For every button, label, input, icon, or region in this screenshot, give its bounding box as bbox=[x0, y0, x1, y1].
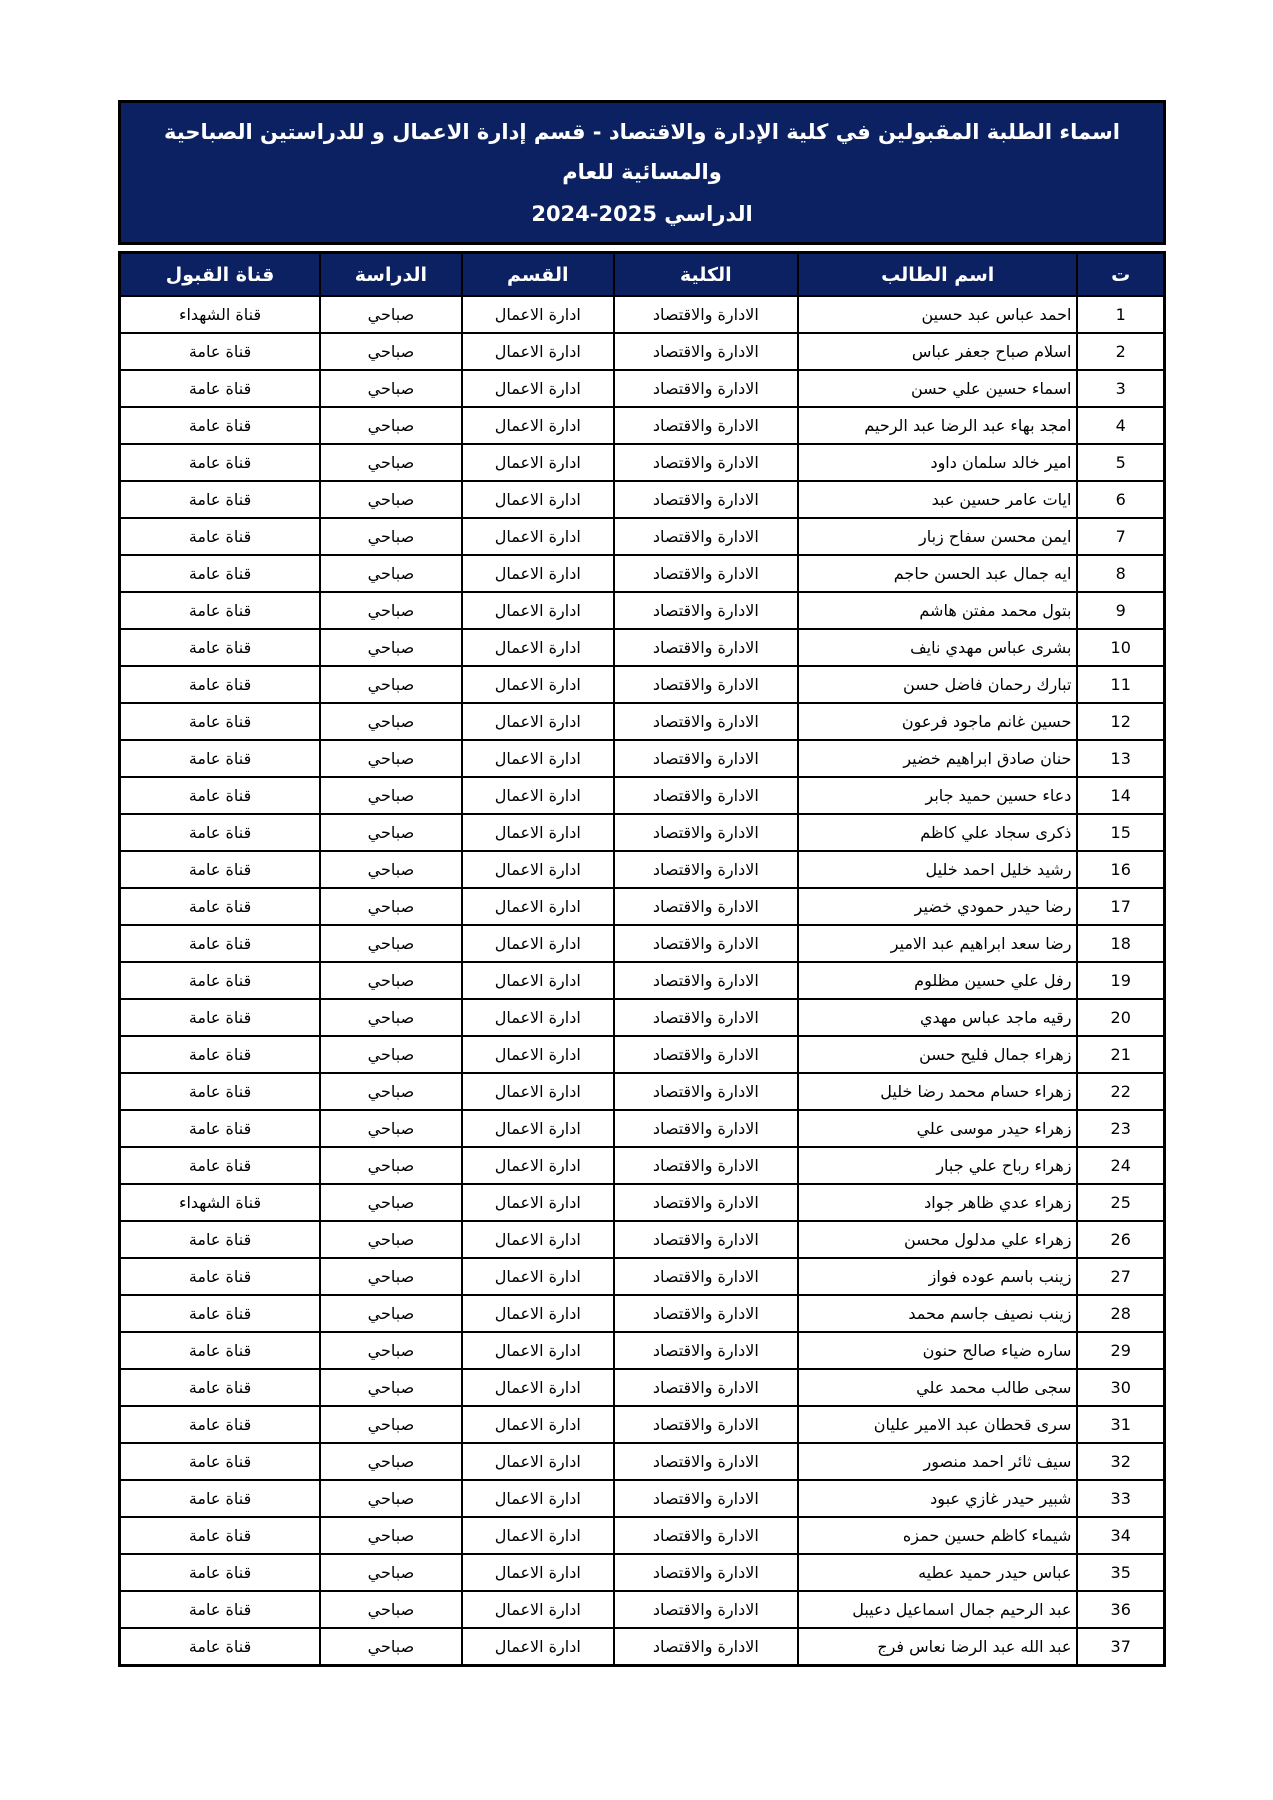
cell-index: 16 bbox=[1077, 851, 1164, 888]
cell-study: صباحي bbox=[320, 925, 462, 962]
cell-college: الادارة والاقتصاد bbox=[614, 925, 798, 962]
cell-study: صباحي bbox=[320, 1517, 462, 1554]
cell-study: صباحي bbox=[320, 1554, 462, 1591]
cell-college: الادارة والاقتصاد bbox=[614, 703, 798, 740]
cell-channel: قناة عامة bbox=[120, 1480, 321, 1517]
cell-index: 32 bbox=[1077, 1443, 1164, 1480]
cell-college: الادارة والاقتصاد bbox=[614, 592, 798, 629]
cell-channel: قناة عامة bbox=[120, 1110, 321, 1147]
cell-channel: قناة عامة bbox=[120, 1517, 321, 1554]
cell-college: الادارة والاقتصاد bbox=[614, 1110, 798, 1147]
cell-study: صباحي bbox=[320, 407, 462, 444]
cell-name: رشيد خليل احمد خليل bbox=[798, 851, 1077, 888]
cell-department: ادارة الاعمال bbox=[462, 962, 614, 999]
cell-college: الادارة والاقتصاد bbox=[614, 1073, 798, 1110]
cell-channel: قناة عامة bbox=[120, 370, 321, 407]
cell-study: صباحي bbox=[320, 1036, 462, 1073]
cell-study: صباحي bbox=[320, 777, 462, 814]
cell-channel: قناة عامة bbox=[120, 740, 321, 777]
cell-index: 33 bbox=[1077, 1480, 1164, 1517]
cell-study: صباحي bbox=[320, 629, 462, 666]
cell-study: صباحي bbox=[320, 1443, 462, 1480]
cell-channel: قناة عامة bbox=[120, 1073, 321, 1110]
table-row bbox=[120, 814, 1165, 851]
cell-study: صباحي bbox=[320, 333, 462, 370]
cell-index: 3 bbox=[1077, 370, 1164, 407]
cell-study: صباحي bbox=[320, 814, 462, 851]
cell-department: ادارة الاعمال bbox=[462, 1443, 614, 1480]
cell-channel: قناة عامة bbox=[120, 1554, 321, 1591]
cell-study: صباحي bbox=[320, 1110, 462, 1147]
cell-index: 14 bbox=[1077, 777, 1164, 814]
cell-name: دعاء حسين حميد جابر bbox=[798, 777, 1077, 814]
cell-study: صباحي bbox=[320, 555, 462, 592]
cell-index: 13 bbox=[1077, 740, 1164, 777]
cell-index: 22 bbox=[1077, 1073, 1164, 1110]
cell-index: 31 bbox=[1077, 1406, 1164, 1443]
cell-channel: قناة عامة bbox=[120, 925, 321, 962]
cell-index: 20 bbox=[1077, 999, 1164, 1036]
cell-channel: قناة عامة bbox=[120, 555, 321, 592]
cell-name: زهراء حسام محمد رضا خليل bbox=[798, 1073, 1077, 1110]
cell-study: صباحي bbox=[320, 666, 462, 703]
cell-college: الادارة والاقتصاد bbox=[614, 888, 798, 925]
cell-study: صباحي bbox=[320, 592, 462, 629]
cell-channel: قناة عامة bbox=[120, 1369, 321, 1406]
cell-college: الادارة والاقتصاد bbox=[614, 1517, 798, 1554]
cell-department: ادارة الاعمال bbox=[462, 1517, 614, 1554]
cell-department: ادارة الاعمال bbox=[462, 703, 614, 740]
cell-name: حسين غانم ماجود فرعون bbox=[798, 703, 1077, 740]
table-row bbox=[120, 555, 1165, 592]
cell-name: زهراء رباح علي جبار bbox=[798, 1147, 1077, 1184]
cell-channel: قناة عامة bbox=[120, 1406, 321, 1443]
cell-channel: قناة عامة bbox=[120, 777, 321, 814]
cell-index: 11 bbox=[1077, 666, 1164, 703]
cell-name: رقيه ماجد عباس مهدي bbox=[798, 999, 1077, 1036]
cell-channel: قناة عامة bbox=[120, 1258, 321, 1295]
cell-department: ادارة الاعمال bbox=[462, 1036, 614, 1073]
table-title bbox=[118, 100, 1166, 245]
cell-study: صباحي bbox=[320, 1073, 462, 1110]
cell-name: بتول محمد مفتن هاشم bbox=[798, 592, 1077, 629]
table-row bbox=[120, 999, 1165, 1036]
cell-department: ادارة الاعمال bbox=[462, 444, 614, 481]
cell-college: الادارة والاقتصاد bbox=[614, 370, 798, 407]
cell-name: ساره ضياء صالح حنون bbox=[798, 1332, 1077, 1369]
cell-channel: قناة عامة bbox=[120, 1443, 321, 1480]
cell-index: 30 bbox=[1077, 1369, 1164, 1406]
cell-department: ادارة الاعمال bbox=[462, 777, 614, 814]
cell-study: صباحي bbox=[320, 1221, 462, 1258]
cell-department: ادارة الاعمال bbox=[462, 629, 614, 666]
cell-department: ادارة الاعمال bbox=[462, 407, 614, 444]
table-row bbox=[120, 629, 1165, 666]
cell-channel: قناة عامة bbox=[120, 444, 321, 481]
cell-department: ادارة الاعمال bbox=[462, 1147, 614, 1184]
cell-study: صباحي bbox=[320, 888, 462, 925]
table-row bbox=[120, 703, 1165, 740]
table-row bbox=[120, 1332, 1165, 1369]
cell-college: الادارة والاقتصاد bbox=[614, 814, 798, 851]
title-line-2: الدراسي 2025-2024 bbox=[531, 201, 753, 226]
cell-study: صباحي bbox=[320, 370, 462, 407]
table-row bbox=[120, 888, 1165, 925]
cell-study: صباحي bbox=[320, 1480, 462, 1517]
cell-college: الادارة والاقتصاد bbox=[614, 851, 798, 888]
cell-name: عبد الله عبد الرضا نعاس فرج bbox=[798, 1628, 1077, 1666]
cell-name: رفل علي حسين مظلوم bbox=[798, 962, 1077, 999]
cell-college: الادارة والاقتصاد bbox=[614, 1554, 798, 1591]
table-row bbox=[120, 1258, 1165, 1295]
cell-name: زينب نصيف جاسم محمد bbox=[798, 1295, 1077, 1332]
cell-college: الادارة والاقتصاد bbox=[614, 666, 798, 703]
cell-department: ادارة الاعمال bbox=[462, 888, 614, 925]
cell-college: الادارة والاقتصاد bbox=[614, 481, 798, 518]
cell-department: ادارة الاعمال bbox=[462, 1591, 614, 1628]
cell-college: الادارة والاقتصاد bbox=[614, 333, 798, 370]
header-row bbox=[120, 253, 1165, 297]
cell-department: ادارة الاعمال bbox=[462, 1554, 614, 1591]
table-row bbox=[120, 333, 1165, 370]
cell-department: ادارة الاعمال bbox=[462, 370, 614, 407]
table-row bbox=[120, 1554, 1165, 1591]
cell-name: رضا سعد ابراهيم عبد الامير bbox=[798, 925, 1077, 962]
cell-college: الادارة والاقتصاد bbox=[614, 1295, 798, 1332]
cell-channel: قناة عامة bbox=[120, 333, 321, 370]
header-college: الكلية bbox=[614, 253, 798, 297]
cell-channel: قناة عامة bbox=[120, 1332, 321, 1369]
table-row bbox=[120, 1369, 1165, 1406]
cell-index: 17 bbox=[1077, 888, 1164, 925]
cell-study: صباحي bbox=[320, 999, 462, 1036]
cell-department: ادارة الاعمال bbox=[462, 1221, 614, 1258]
cell-name: ايات عامر حسين عبد bbox=[798, 481, 1077, 518]
cell-name: حنان صادق ابراهيم خضير bbox=[798, 740, 1077, 777]
table-row bbox=[120, 851, 1165, 888]
cell-channel: قناة عامة bbox=[120, 592, 321, 629]
cell-college: الادارة والاقتصاد bbox=[614, 1036, 798, 1073]
cell-study: صباحي bbox=[320, 703, 462, 740]
cell-index: 15 bbox=[1077, 814, 1164, 851]
cell-department: ادارة الاعمال bbox=[462, 1073, 614, 1110]
cell-college: الادارة والاقتصاد bbox=[614, 444, 798, 481]
cell-channel: قناة عامة bbox=[120, 851, 321, 888]
cell-name: سجى طالب محمد علي bbox=[798, 1369, 1077, 1406]
cell-index: 5 bbox=[1077, 444, 1164, 481]
table-row bbox=[120, 1591, 1165, 1628]
cell-college: الادارة والاقتصاد bbox=[614, 1332, 798, 1369]
cell-channel: قناة عامة bbox=[120, 888, 321, 925]
title-line-1: اسماء الطلبة المقبولين في كلية الإدارة والاقتصاد - قسم إدارة الاعمال و للدراستين الصباحية والمسائية للعام bbox=[164, 119, 1120, 184]
cell-college: الادارة والاقتصاد bbox=[614, 1480, 798, 1517]
cell-college: الادارة والاقتصاد bbox=[614, 1628, 798, 1666]
cell-college: الادارة والاقتصاد bbox=[614, 1591, 798, 1628]
cell-study: صباحي bbox=[320, 740, 462, 777]
cell-index: 12 bbox=[1077, 703, 1164, 740]
cell-index: 35 bbox=[1077, 1554, 1164, 1591]
cell-department: ادارة الاعمال bbox=[462, 814, 614, 851]
cell-channel: قناة عامة bbox=[120, 1295, 321, 1332]
cell-department: ادارة الاعمال bbox=[462, 555, 614, 592]
cell-study: صباحي bbox=[320, 1591, 462, 1628]
cell-college: الادارة والاقتصاد bbox=[614, 1184, 798, 1221]
cell-department: ادارة الاعمال bbox=[462, 592, 614, 629]
cell-name: زهراء علي مدلول محسن bbox=[798, 1221, 1077, 1258]
cell-channel: قناة عامة bbox=[120, 703, 321, 740]
cell-college: الادارة والاقتصاد bbox=[614, 999, 798, 1036]
table-row bbox=[120, 444, 1165, 481]
cell-name: زهراء جمال فليح حسن bbox=[798, 1036, 1077, 1073]
cell-college: الادارة والاقتصاد bbox=[614, 777, 798, 814]
cell-college: الادارة والاقتصاد bbox=[614, 1406, 798, 1443]
table-row bbox=[120, 1110, 1165, 1147]
cell-college: الادارة والاقتصاد bbox=[614, 407, 798, 444]
cell-name: زهراء حيدر موسى علي bbox=[798, 1110, 1077, 1147]
cell-study: صباحي bbox=[320, 962, 462, 999]
header-index: ت bbox=[1077, 253, 1164, 297]
cell-channel: قناة عامة bbox=[120, 629, 321, 666]
cell-channel: قناة عامة bbox=[120, 1221, 321, 1258]
table-row bbox=[120, 518, 1165, 555]
cell-name: اسماء حسين علي حسن bbox=[798, 370, 1077, 407]
cell-college: الادارة والاقتصاد bbox=[614, 518, 798, 555]
cell-channel: قناة عامة bbox=[120, 962, 321, 999]
cell-name: تبارك رحمان فاضل حسن bbox=[798, 666, 1077, 703]
cell-study: صباحي bbox=[320, 1332, 462, 1369]
table-row bbox=[120, 370, 1165, 407]
cell-index: 8 bbox=[1077, 555, 1164, 592]
cell-index: 2 bbox=[1077, 333, 1164, 370]
cell-college: الادارة والاقتصاد bbox=[614, 629, 798, 666]
cell-study: صباحي bbox=[320, 1628, 462, 1666]
table-row bbox=[120, 666, 1165, 703]
cell-study: صباحي bbox=[320, 1406, 462, 1443]
table-row bbox=[120, 1443, 1165, 1480]
table-row bbox=[120, 1480, 1165, 1517]
table-row bbox=[120, 1036, 1165, 1073]
cell-index: 24 bbox=[1077, 1147, 1164, 1184]
cell-index: 9 bbox=[1077, 592, 1164, 629]
cell-channel: قناة الشهداء bbox=[120, 296, 321, 333]
cell-name: عبد الرحيم جمال اسماعيل دعيبل bbox=[798, 1591, 1077, 1628]
cell-index: 23 bbox=[1077, 1110, 1164, 1147]
cell-index: 6 bbox=[1077, 481, 1164, 518]
cell-name: زهراء عدي ظاهر جواد bbox=[798, 1184, 1077, 1221]
cell-study: صباحي bbox=[320, 1295, 462, 1332]
table-row bbox=[120, 481, 1165, 518]
table-row bbox=[120, 1147, 1165, 1184]
table-row bbox=[120, 1517, 1165, 1554]
cell-department: ادارة الاعمال bbox=[462, 296, 614, 333]
cell-index: 27 bbox=[1077, 1258, 1164, 1295]
cell-name: امجد بهاء عبد الرضا عبد الرحيم bbox=[798, 407, 1077, 444]
cell-channel: قناة الشهداء bbox=[120, 1184, 321, 1221]
cell-study: صباحي bbox=[320, 296, 462, 333]
cell-department: ادارة الاعمال bbox=[462, 1406, 614, 1443]
cell-college: الادارة والاقتصاد bbox=[614, 296, 798, 333]
table-row bbox=[120, 1221, 1165, 1258]
table-row bbox=[120, 1406, 1165, 1443]
table-row bbox=[120, 1295, 1165, 1332]
table-header bbox=[120, 253, 1165, 297]
cell-study: صباحي bbox=[320, 518, 462, 555]
cell-college: الادارة والاقتصاد bbox=[614, 1258, 798, 1295]
cell-study: صباحي bbox=[320, 1147, 462, 1184]
table-row bbox=[120, 925, 1165, 962]
cell-department: ادارة الاعمال bbox=[462, 925, 614, 962]
cell-college: الادارة والاقتصاد bbox=[614, 962, 798, 999]
cell-college: الادارة والاقتصاد bbox=[614, 740, 798, 777]
cell-department: ادارة الاعمال bbox=[462, 1480, 614, 1517]
cell-department: ادارة الاعمال bbox=[462, 1332, 614, 1369]
cell-study: صباحي bbox=[320, 481, 462, 518]
cell-index: 25 bbox=[1077, 1184, 1164, 1221]
cell-department: ادارة الاعمال bbox=[462, 1628, 614, 1666]
cell-name: سيف ثائر احمد منصور bbox=[798, 1443, 1077, 1480]
cell-channel: قناة عامة bbox=[120, 481, 321, 518]
cell-channel: قناة عامة bbox=[120, 1628, 321, 1666]
cell-name: شبير حيدر غازي عبود bbox=[798, 1480, 1077, 1517]
cell-college: الادارة والاقتصاد bbox=[614, 1221, 798, 1258]
table-row bbox=[120, 1184, 1165, 1221]
table-row bbox=[120, 740, 1165, 777]
cell-department: ادارة الاعمال bbox=[462, 1110, 614, 1147]
header-channel: قناة القبول bbox=[120, 253, 321, 297]
table-row bbox=[120, 407, 1165, 444]
cell-department: ادارة الاعمال bbox=[462, 740, 614, 777]
header-department: القسم bbox=[462, 253, 614, 297]
cell-index: 4 bbox=[1077, 407, 1164, 444]
cell-index: 10 bbox=[1077, 629, 1164, 666]
cell-department: ادارة الاعمال bbox=[462, 518, 614, 555]
table-row bbox=[120, 1073, 1165, 1110]
cell-index: 26 bbox=[1077, 1221, 1164, 1258]
students-table bbox=[118, 251, 1166, 1667]
cell-index: 18 bbox=[1077, 925, 1164, 962]
cell-college: الادارة والاقتصاد bbox=[614, 555, 798, 592]
cell-name: رضا حيدر حمودي خضير bbox=[798, 888, 1077, 925]
cell-index: 36 bbox=[1077, 1591, 1164, 1628]
cell-channel: قناة عامة bbox=[120, 1591, 321, 1628]
table-body bbox=[120, 296, 1165, 1666]
cell-department: ادارة الاعمال bbox=[462, 481, 614, 518]
cell-study: صباحي bbox=[320, 1184, 462, 1221]
cell-department: ادارة الاعمال bbox=[462, 851, 614, 888]
cell-study: صباحي bbox=[320, 851, 462, 888]
cell-name: زينب باسم عوده فواز bbox=[798, 1258, 1077, 1295]
cell-department: ادارة الاعمال bbox=[462, 333, 614, 370]
cell-college: الادارة والاقتصاد bbox=[614, 1369, 798, 1406]
cell-channel: قناة عامة bbox=[120, 1036, 321, 1073]
cell-name: ايمن محسن سفاح زبار bbox=[798, 518, 1077, 555]
cell-college: الادارة والاقتصاد bbox=[614, 1443, 798, 1480]
cell-channel: قناة عامة bbox=[120, 999, 321, 1036]
cell-index: 1 bbox=[1077, 296, 1164, 333]
cell-department: ادارة الاعمال bbox=[462, 1184, 614, 1221]
cell-name: بشرى عباس مهدي نايف bbox=[798, 629, 1077, 666]
cell-index: 7 bbox=[1077, 518, 1164, 555]
cell-index: 34 bbox=[1077, 1517, 1164, 1554]
cell-department: ادارة الاعمال bbox=[462, 999, 614, 1036]
header-study: الدراسة bbox=[320, 253, 462, 297]
cell-name: عباس حيدر حميد عطيه bbox=[798, 1554, 1077, 1591]
cell-channel: قناة عامة bbox=[120, 407, 321, 444]
cell-department: ادارة الاعمال bbox=[462, 1369, 614, 1406]
cell-index: 19 bbox=[1077, 962, 1164, 999]
cell-index: 37 bbox=[1077, 1628, 1164, 1666]
header-name: اسم الطالب bbox=[798, 253, 1077, 297]
table-row bbox=[120, 777, 1165, 814]
cell-name: احمد عباس عبد حسين bbox=[798, 296, 1077, 333]
cell-study: صباحي bbox=[320, 1369, 462, 1406]
cell-index: 21 bbox=[1077, 1036, 1164, 1073]
cell-study: صباحي bbox=[320, 444, 462, 481]
cell-name: امير خالد سلمان داود bbox=[798, 444, 1077, 481]
cell-department: ادارة الاعمال bbox=[462, 1258, 614, 1295]
cell-name: ذكرى سجاد علي كاظم bbox=[798, 814, 1077, 851]
table-row bbox=[120, 962, 1165, 999]
cell-channel: قناة عامة bbox=[120, 1147, 321, 1184]
table-row bbox=[120, 592, 1165, 629]
cell-name: سرى قحطان عبد الامير عليان bbox=[798, 1406, 1077, 1443]
cell-department: ادارة الاعمال bbox=[462, 1295, 614, 1332]
cell-channel: قناة عامة bbox=[120, 666, 321, 703]
cell-college: الادارة والاقتصاد bbox=[614, 1147, 798, 1184]
table-row bbox=[120, 1628, 1165, 1666]
cell-channel: قناة عامة bbox=[120, 518, 321, 555]
cell-department: ادارة الاعمال bbox=[462, 666, 614, 703]
cell-study: صباحي bbox=[320, 1258, 462, 1295]
cell-channel: قناة عامة bbox=[120, 814, 321, 851]
cell-name: شيماء كاظم حسين حمزه bbox=[798, 1517, 1077, 1554]
cell-index: 29 bbox=[1077, 1332, 1164, 1369]
cell-index: 28 bbox=[1077, 1295, 1164, 1332]
cell-name: اسلام صباح جعفر عباس bbox=[798, 333, 1077, 370]
cell-name: ايه جمال عبد الحسن حاجم bbox=[798, 555, 1077, 592]
table-row bbox=[120, 296, 1165, 333]
